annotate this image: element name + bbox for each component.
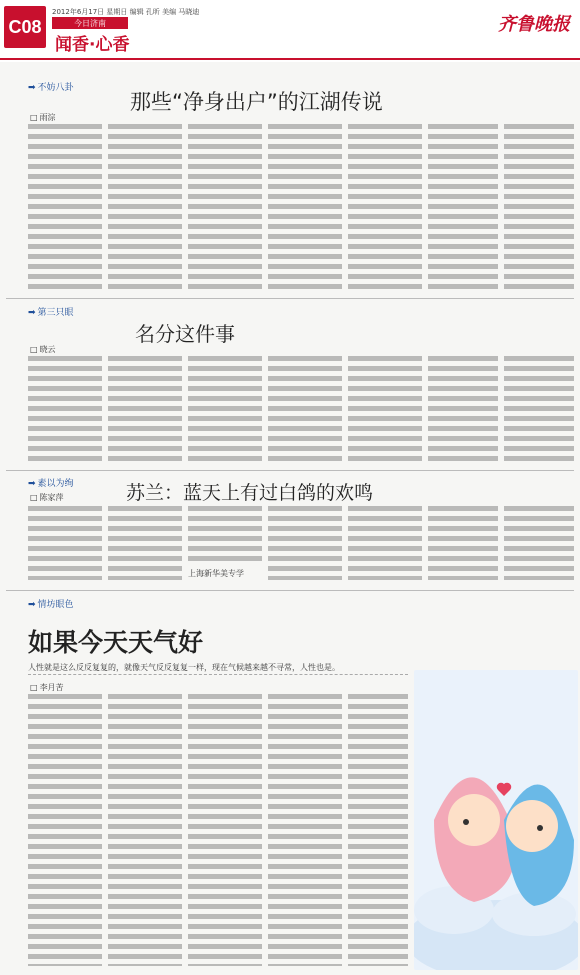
article-2-text-col-7 [504,356,574,466]
page-number: C08 [4,6,46,48]
couple-on-cloud-image [414,670,578,970]
article-1-text-col-6 [428,124,498,294]
article-3-text-col-6 [428,506,498,580]
article-1-text-col-3 [188,124,262,294]
page-header [0,0,580,62]
divider-3 [6,590,574,591]
article-2-text-col-3 [188,356,262,466]
article-4-text-col-3 [188,694,262,966]
article-3-text-col-2 [108,506,182,580]
article-2-tag: ➡ 第三只眼 [28,305,74,318]
article-1-text-col-7 [504,124,574,294]
article-2-title: 名分这件事 [135,322,235,346]
article-4-text-col-1 [28,694,102,966]
edition-meta: 2012年6月17日 星期日 编辑 孔昕 美编 马晓迪 [52,8,200,16]
article-1-text-col-2 [108,124,182,294]
article-4-subtitle: 人性就是这么反反复复的，就像天气反反复复一样，现在气候越来越不寻常，人性也是。 [28,663,340,672]
article-3-tag: ➡ 素以为绚 [28,476,74,489]
divider-2 [6,470,574,471]
article-3-text-col-5 [348,506,422,580]
section-title: 闻香·心香 [55,35,130,55]
article-1-title: 那些“净身出户”的江湖传说 [130,90,383,114]
article-4-author: □ 李月苦 [30,682,64,693]
article-4-subtitle-rule [28,674,408,675]
article-3-text-col-7 [504,506,574,580]
article-3-text-col-3 [188,506,262,566]
article-3-signature: 上海新华美专学 [188,569,244,578]
article-2-text-col-5 [348,356,422,466]
illustration-svg [414,670,578,970]
article-4-text-col-2 [108,694,182,966]
article-3-text-col-1 [28,506,102,580]
article-1-author: □ 雨淙 [30,112,56,123]
article-4-text-col-4 [268,694,342,966]
article-1-text-col-1 [28,124,102,294]
newspaper-logo: 齐鲁晚报 [498,14,570,35]
article-2-text-col-1 [28,356,102,466]
divider-1 [6,298,574,299]
article-1-text-col-4 [268,124,342,294]
article-4-title: 如果今天天气好 [28,628,204,657]
article-2-text-col-2 [108,356,182,466]
article-1-text-col-5 [348,124,422,294]
section-badge: 今日济南 [52,17,128,29]
header-rule [0,58,580,60]
article-3-title: 苏兰：蓝天上有过白鸽的欢鸣 [126,482,374,504]
article-4-text-col-5 [348,694,408,966]
article-2-text-col-6 [428,356,498,466]
article-2-author: □ 晓云 [30,344,56,355]
article-3-text-col-4 [268,506,342,580]
article-4-tag: ➡ 情坊眼色 [28,597,74,610]
article-3-author: □ 陈家萍 [30,492,64,503]
article-1-tag: ➡ 不妨八卦 [28,80,74,93]
article-2-text-col-4 [268,356,342,466]
